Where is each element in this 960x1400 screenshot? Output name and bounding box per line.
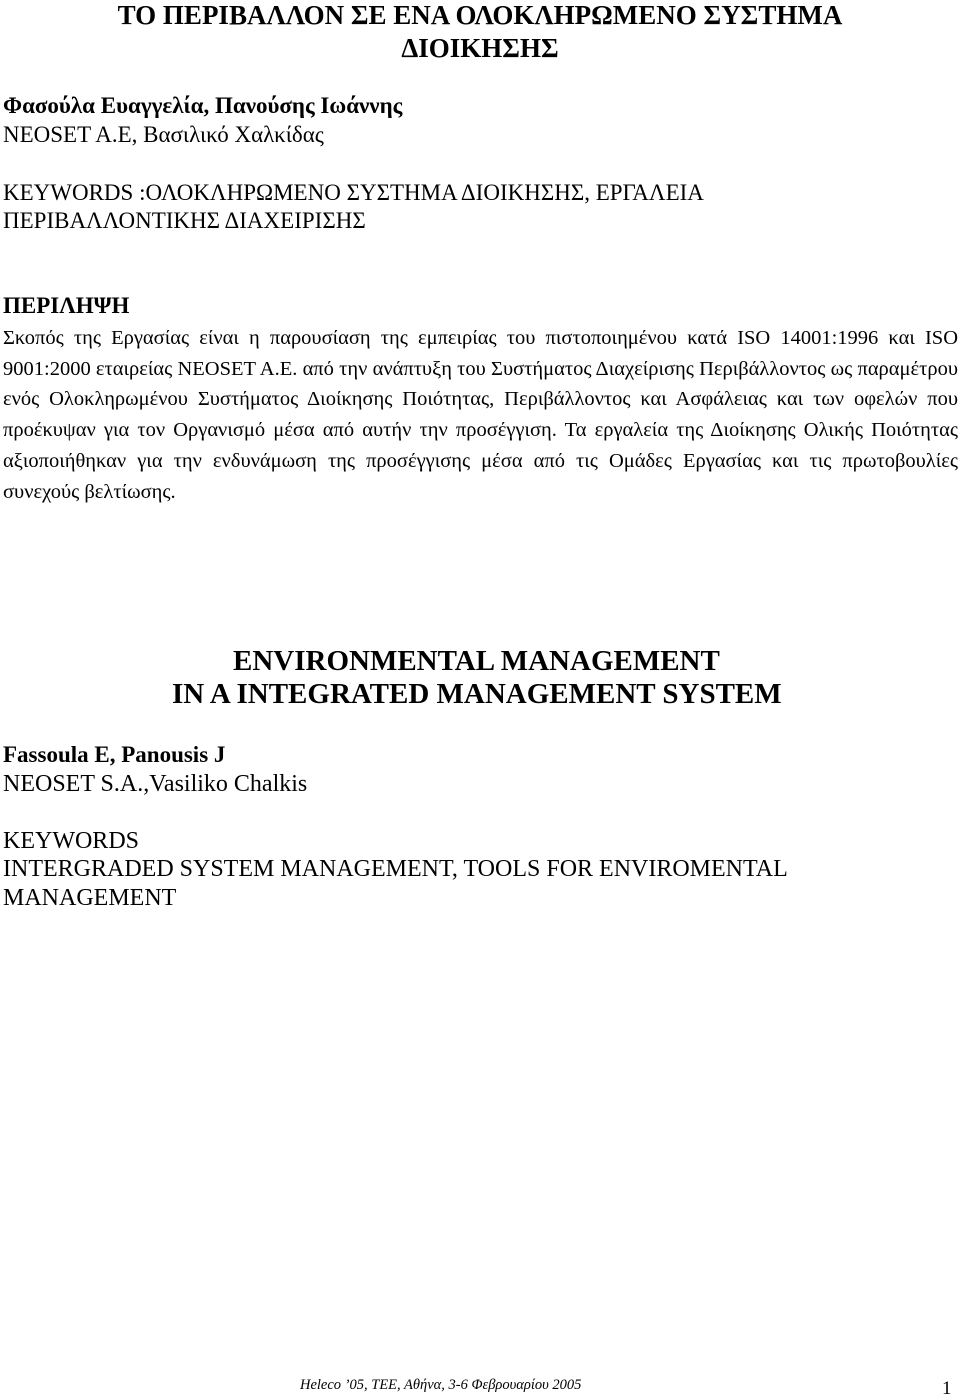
english-keywords-line-1: INTERGRADED SYSTEM MANAGEMENT, TOOLS FOR ENVIROMENTAL: [3, 856, 788, 882]
english-keywords-heading: KEYWORDS: [3, 828, 139, 854]
english-title-line-2: IN A INTEGRATED MANAGEMENT SYSTEM: [172, 678, 782, 710]
english-title-line-1: ENVIRONMENTAL MANAGEMENT: [233, 645, 720, 677]
greek-title-line-2: ΔΙΟΙΚΗΣΗΣ: [401, 33, 559, 63]
page-footer: Heleco ’05, ΤΕΕ, Αθήνα, 3-6 Φεβρουαρίου 2005: [300, 1377, 582, 1393]
abstract-heading: ΠΕΡΙΛΗΨΗ: [3, 293, 130, 318]
english-affiliation: NEOSET S.A.,Vasiliko Chalkis: [3, 771, 308, 797]
greek-title-line-1: ΤΟ ΠΕΡΙΒΑΛΛΟΝ ΣΕ ΕΝΑ ΟΛΟΚΛΗΡΩΜΕΝΟ ΣΥΣΤΗΜΑ: [117, 0, 843, 30]
greek-keywords-line-1: KEYWORDS :ΟΛΟΚΛΗΡΩΜΕΝΟ ΣΥΣΤΗΜΑ ΔΙΟΙΚΗΣΗΣ, ΕΡΓΑΛΕΙΑ: [3, 180, 704, 205]
page-number: 1: [942, 1378, 952, 1399]
english-keywords-line-2: MANAGEMENT: [3, 885, 177, 911]
greek-authors: Φασούλα Ευαγγελία, Πανούσης Ιωάννης: [3, 93, 403, 118]
abstract-body: Σκοπός της Εργασίας είναι η παρουσίαση της εμπειρίας του πιστοποιημένου κατά ISO 14001:1996 και ISO 9001:2000 εταιρείας NEOSET A.E. από την ανάπτυξη του Συστήματος Διαχείρισης Περιβάλλοντος ως παραμέτρου ενός Ολοκληρωμένου Συστήματος Διοίκησης Ποιότητας, Περιβάλλοντος και Ασφάλειας και των οφελών που προέκυψαν για τον Οργανισμό μέσα από αυτήν την προσέγγιση. Τα εργαλεία της Διοίκησης Ολικής Ποιότητας αξιοποιήθηκαν για την ενδυνάμωση της προσέγγισης μέσα από τις Ομάδες Εργασίας και τις πρωτοβουλίες συνεχούς βελτίωσης.: [3, 327, 958, 503]
greek-affiliation: ΝΕΟSET A.E, Βασιλικό Χαλκίδας: [3, 122, 324, 147]
english-authors: Fassoula E, Panousis J: [3, 742, 226, 767]
greek-keywords-line-2: ΠΕΡΙΒΑΛΛΟΝΤΙΚΗΣ ΔΙΑΧΕΙΡΙΣΗΣ: [3, 208, 366, 233]
